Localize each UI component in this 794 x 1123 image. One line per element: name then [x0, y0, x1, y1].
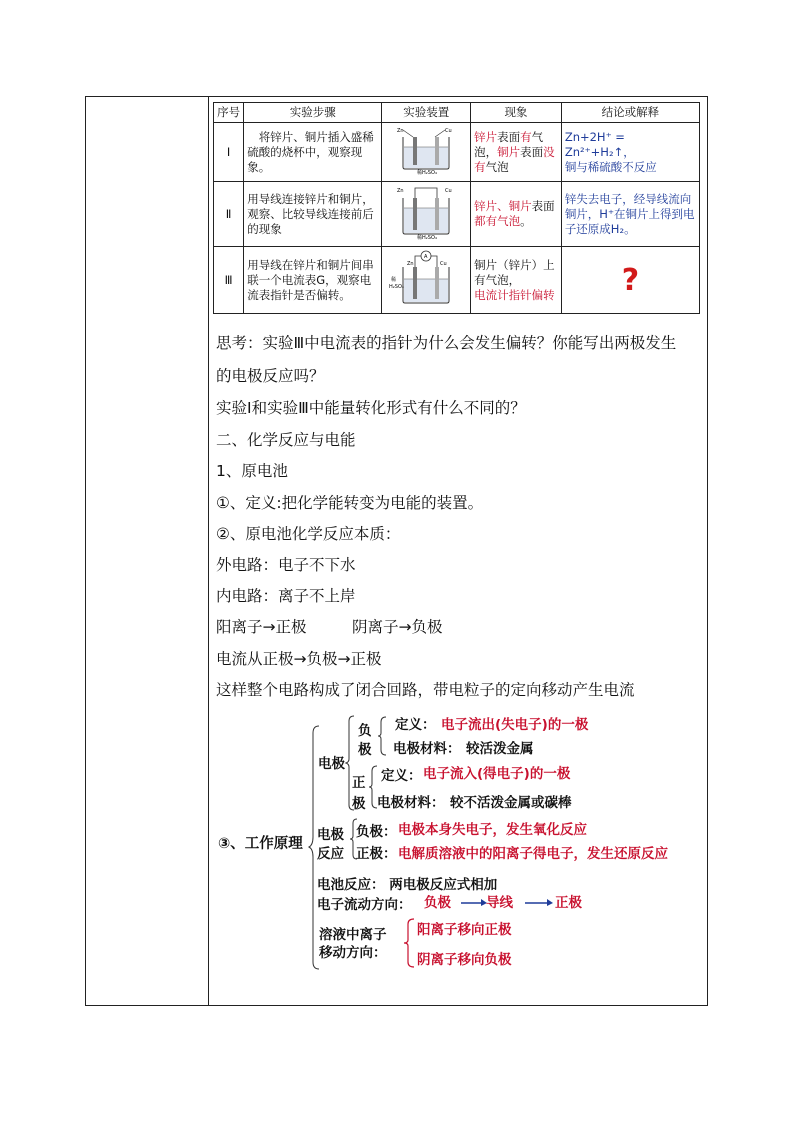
apparatus-beaker-3 — [382, 247, 471, 314]
solution-label: 稀 — [391, 277, 397, 283]
table-row — [214, 247, 700, 314]
header-apparatus: 实验装置 — [382, 103, 471, 123]
solution-label: H₂SO₄ — [389, 284, 405, 290]
positive-definition: 电子流入(得电子)的一极 — [423, 766, 571, 782]
anion-movement: 阴离子移向负极 — [417, 952, 512, 968]
header-step: 实验步骤 — [244, 103, 382, 123]
inner-circuit: 内电路：离子不上岸 — [216, 587, 356, 605]
beaker-diagram — [389, 184, 463, 240]
outer-circuit: 外电路：电子不下水 — [216, 556, 356, 574]
negative-reaction-label: 负极： — [356, 824, 397, 840]
cation-movement: 阳离子移向正极 — [417, 922, 512, 938]
solution-label: 稀H₂SO₄ — [417, 235, 438, 240]
electrode-label-cu: Cu — [445, 188, 452, 194]
row-conclusion — [561, 123, 699, 182]
negative-mat-label: 电极材料： — [393, 741, 461, 757]
table-row — [214, 123, 700, 182]
table-header-row — [214, 103, 700, 123]
apparatus-beaker-2 — [382, 182, 471, 247]
row-phenomenon: 铜片（锌片）上有气泡， 电流计指针偏转 — [471, 247, 562, 314]
row-conclusion: 锌失去电子，经导线流向铜片，H⁺在铜片上得到电子还原成H₂。 — [561, 182, 699, 247]
beaker-diagram — [389, 249, 463, 307]
reaction-label-b: 反应 — [317, 846, 344, 862]
positive-label-a: 正 — [352, 775, 366, 791]
closed-circuit-note: 这样整个电路构成了闭合回路，带电粒子的定向移动产生电流 — [216, 681, 635, 699]
flow-negative: 负极 — [424, 895, 451, 911]
header-no: 序号 — [214, 103, 244, 123]
negative-label-a: 负 — [358, 723, 372, 739]
negative-def-label: 定义： — [395, 717, 436, 733]
positive-mat-label: 电极材料： — [377, 795, 445, 811]
electrode-label: 电极 — [318, 756, 345, 772]
ion-label-a: 溶液中离子 — [319, 927, 387, 943]
negative-definition: 电子流出(失电子)的一极 — [441, 717, 589, 733]
row-number: Ⅱ — [214, 182, 244, 247]
negative-label-b: 极 — [358, 742, 372, 758]
think-question-1-cont: 的电极反应吗？ — [216, 367, 325, 385]
flow-positive: 正极 — [555, 895, 582, 911]
conclusion-text: 铜与稀硫酸不反应 — [564, 159, 657, 174]
row-step: 用导线在锌片和铜片间串联一个电流表G，观察电流表指针是否偏转。 — [244, 247, 382, 314]
experiment-table — [213, 102, 700, 314]
positive-material: 较不活泼金属或碳棒 — [450, 795, 572, 811]
reaction-equation: Zn+2H⁺ = Zn²⁺+H₂↑， — [564, 129, 635, 159]
think-question-1: 思考：实验Ⅲ中电流表的指针为什么会发生偏转？你能写出两极发生 — [216, 334, 677, 352]
header-conclusion: 结论或解释 — [561, 103, 699, 123]
flow-wire: 导线 — [486, 895, 513, 911]
row-number: Ⅰ — [214, 123, 244, 182]
svg-text:A: A — [424, 254, 428, 260]
reaction-label-a: 电极 — [317, 827, 344, 843]
anion-direction: 阴离子→负极 — [352, 618, 443, 636]
electrode-label-cu: Cu — [440, 261, 447, 267]
electron-flow-label: 电子流动方向： — [317, 897, 412, 913]
apparatus-beaker-1 — [382, 123, 471, 182]
row-phenomenon: 锌片表面有气泡，铜片表面没有气泡 — [471, 123, 562, 182]
subsection-heading: 1、原电池 — [216, 462, 288, 480]
essence-heading: ②、原电池化学反应本质： — [216, 525, 401, 543]
think-question-2: 实验Ⅰ和实验Ⅲ中能量转化形式有什么不同的？ — [216, 399, 526, 417]
electrode-label-zn: Zn — [397, 128, 404, 134]
electrode-label-zn: Zn — [407, 261, 414, 267]
positive-label-b: 极 — [352, 796, 366, 812]
ion-label-b: 移动方向： — [319, 945, 387, 961]
row-step: 将锌片、铜片插入盛稀硫酸的烧杯中，观察现象。 — [244, 123, 382, 182]
positive-reaction: 电解质溶液中的阳离子得电子，发生还原反应 — [398, 846, 668, 862]
current-direction: 电流从正极→负极→正极 — [216, 650, 382, 668]
arrow-icon — [461, 896, 487, 906]
row-phenomenon: 锌片、铜片表面都有气泡。 — [471, 182, 562, 247]
electrode-label-zn: Zn — [397, 188, 404, 194]
beaker-diagram — [389, 125, 463, 175]
row-step: 用导线连接锌片和铜片，观察、比较导线连接前后的现象 — [244, 182, 382, 247]
positive-def-label: 定义： — [381, 768, 422, 784]
positive-reaction-label: 正极： — [356, 846, 397, 862]
electrode-label-cu: Cu — [445, 128, 452, 134]
solution-label: 稀H₂SO₄ — [417, 170, 438, 175]
definition: ①、定义:把化学能转变为电能的装置。 — [216, 494, 484, 512]
section-heading: 二、化学反应与电能 — [216, 431, 356, 449]
table-row — [214, 182, 700, 247]
cell-reaction: 电池反应： 两电极反应式相加 — [317, 877, 498, 893]
header-phenomenon: 现象 — [471, 103, 562, 123]
negative-material: 较活泼金属 — [466, 741, 534, 757]
row-number: Ⅲ — [214, 247, 244, 314]
ion-brace — [404, 918, 416, 968]
negative-brace — [378, 716, 388, 756]
column-divider — [208, 97, 209, 1005]
cation-direction: 阳离子→正极 — [216, 618, 307, 636]
question-mark: ? — [561, 247, 699, 314]
principle-heading: ③、工作原理 — [218, 836, 303, 852]
arrow-icon — [525, 896, 553, 906]
negative-reaction: 电极本身失电子，发生氧化反应 — [398, 822, 587, 838]
